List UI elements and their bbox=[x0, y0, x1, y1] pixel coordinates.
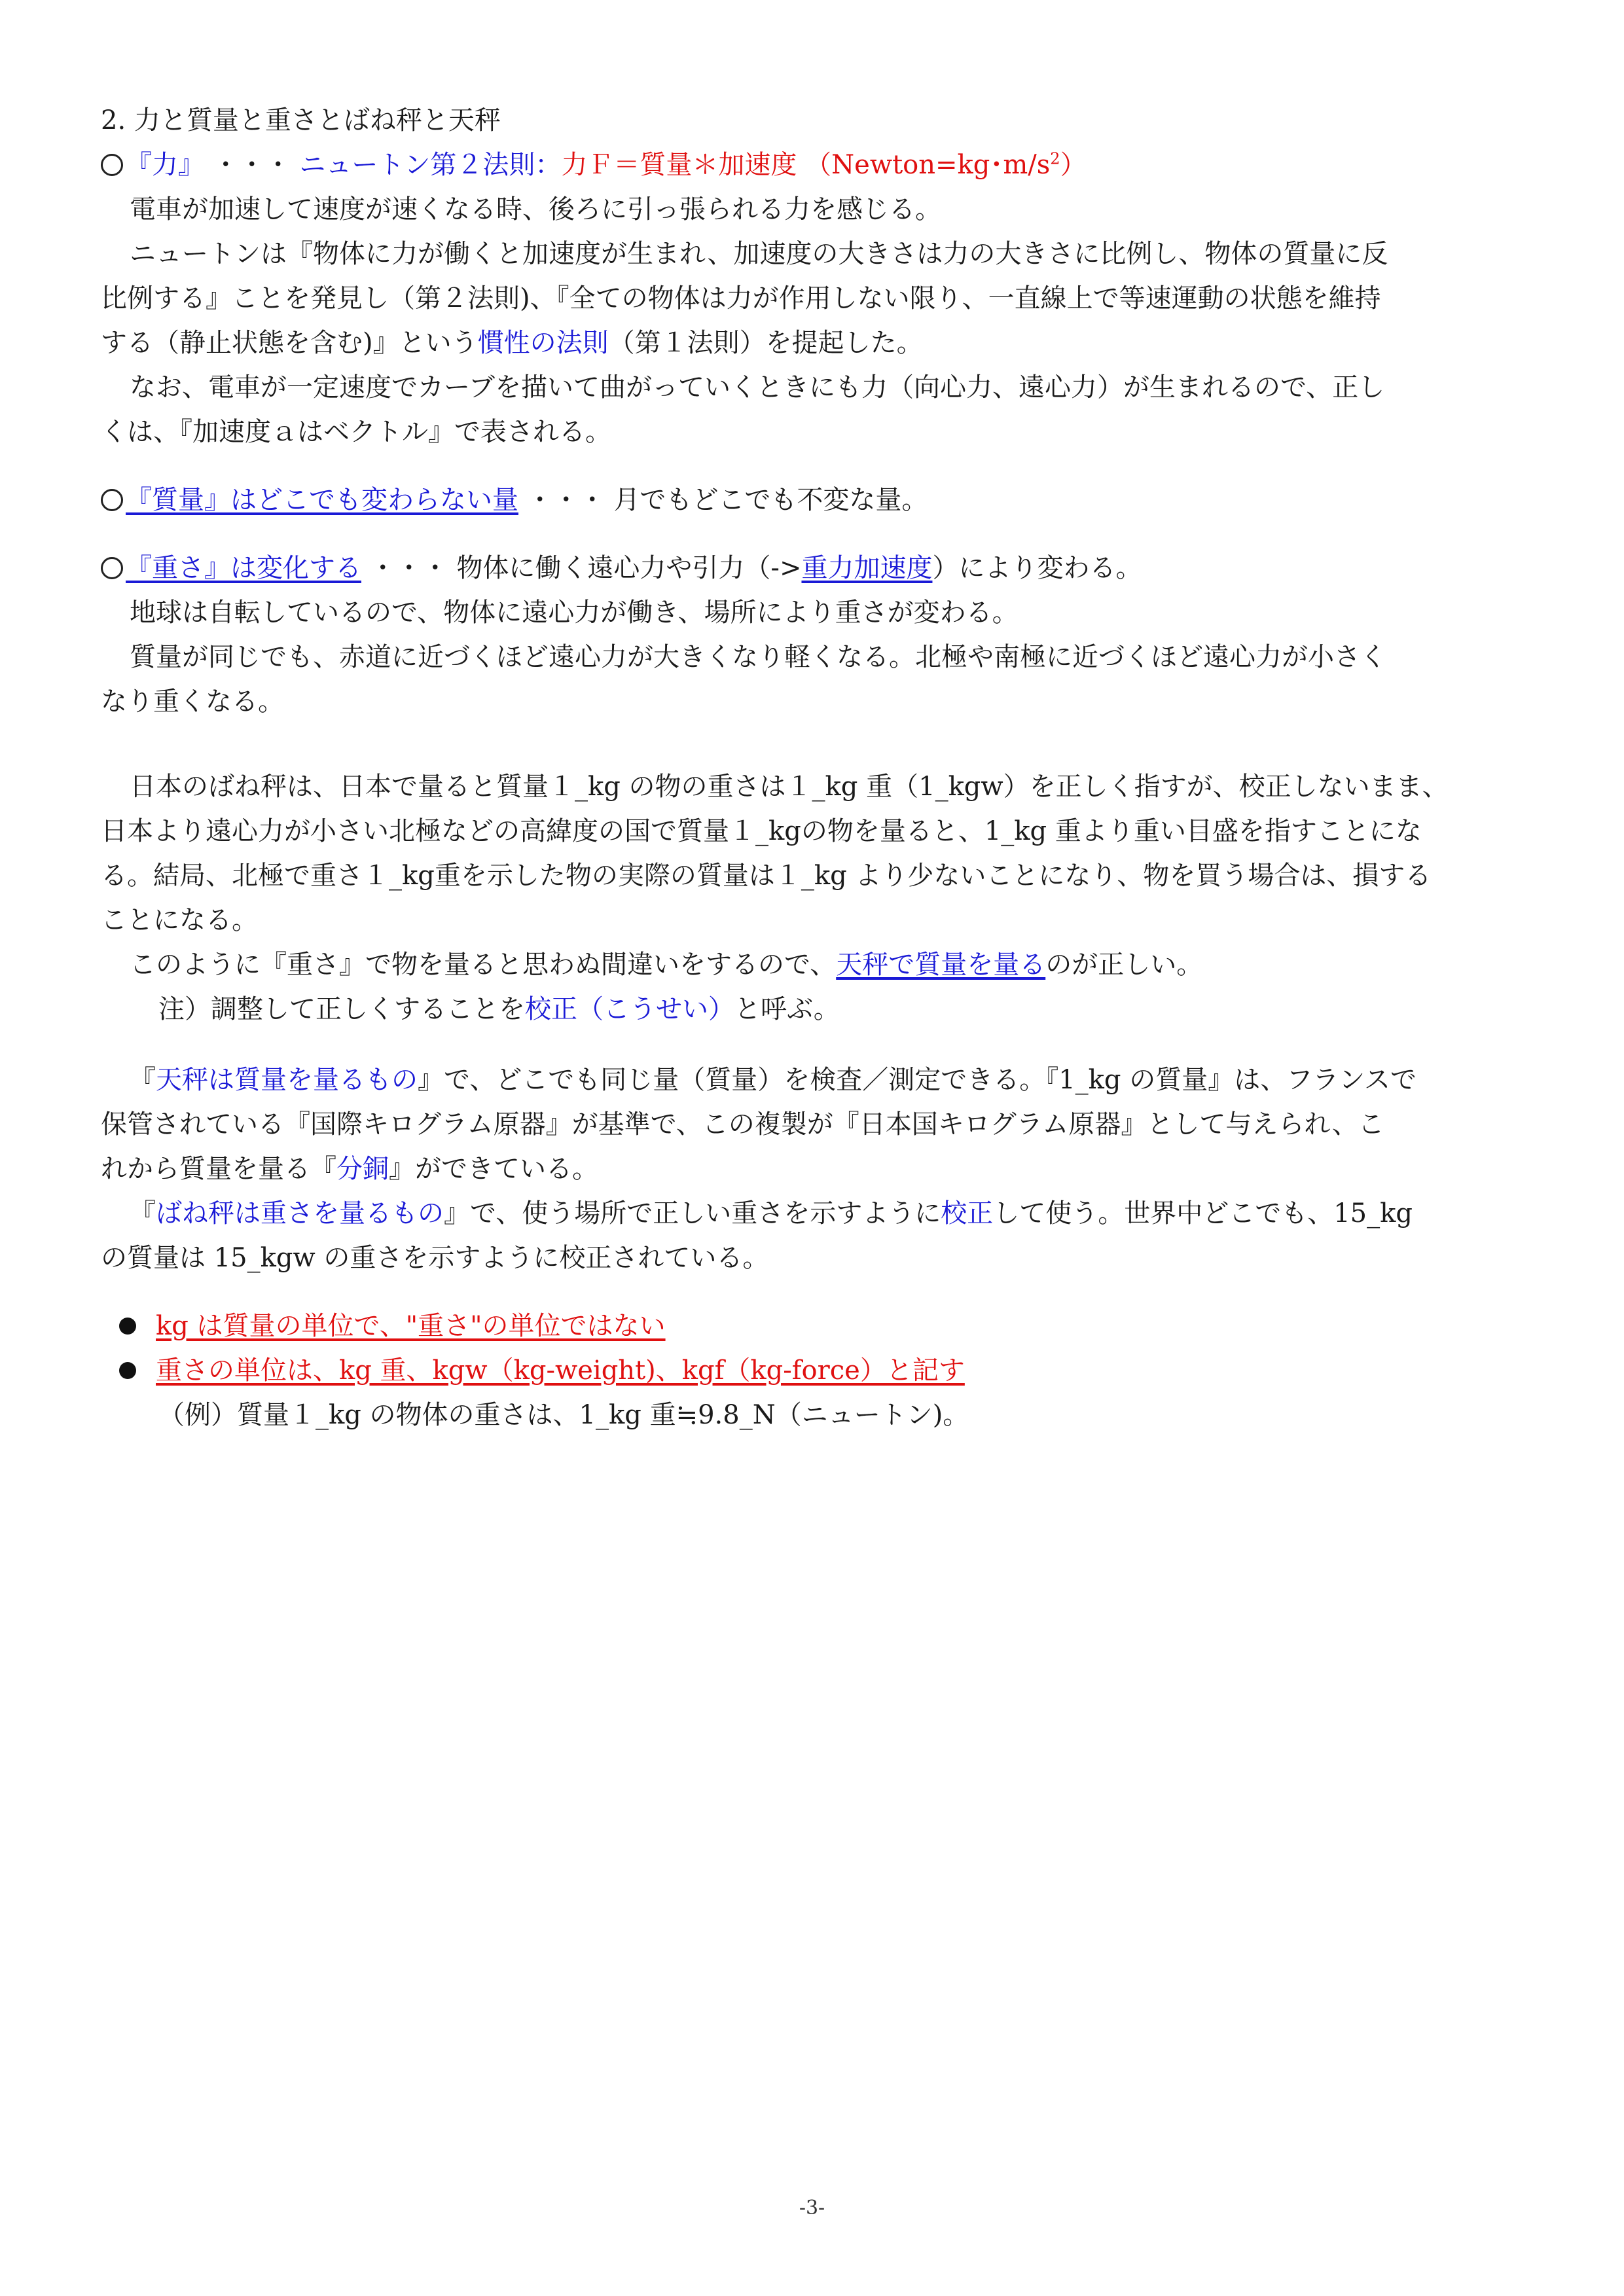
weights-term: 分銅 bbox=[336, 1154, 389, 1184]
document-page bbox=[101, 98, 1528, 1437]
mass-title-line bbox=[101, 478, 1528, 522]
page-number: -3- bbox=[799, 2197, 825, 2219]
circle-bullet-icon bbox=[101, 489, 123, 511]
spring-scale-line-2: 日本より遠心力が小さい北極などの高緯度の国で質量１_kgの物を量ると、1_kg 重より重い目盛を指すことにな bbox=[101, 816, 1422, 846]
force-dots: ・・・ bbox=[212, 150, 291, 180]
calibration-term-2: 校正 bbox=[941, 1198, 994, 1229]
balance-line-2: 保管されている『国際キログラム原器』が基準で、この複製が『日本国キログラム原器』として与えられ、こ bbox=[101, 1109, 1384, 1139]
example-line: （例）質量１_kg の物体の重さは、1_kg 重≒9.8_N（ニュートン)。 bbox=[158, 1400, 969, 1430]
force-paragraph-2-line-2: 比例する』ことを発見し（第２法則)、『全ての物体は力が作用しない限り、一直線上で等速運動の状態を維持 bbox=[101, 283, 1381, 314]
spring-scale-line-1: 日本のばね秤は、日本で量ると質量１_kg の物の重さは１_kg 重（1_kgw）を正しく指すが、校正しないまま、 bbox=[130, 772, 1449, 802]
spring-scale-line-3: る。結局、北極で重さ１_kg重を示した物の実際の質量は１_kg より少ないことになり、物を買う場合は、損する bbox=[101, 861, 1432, 891]
circle-bullet-icon bbox=[101, 154, 123, 176]
force-paragraph-1: 電車が加速して速度が速くなる時、後ろに引っ張られる力を感じる。 bbox=[130, 194, 941, 224]
force-paragraph-2-line-1: ニュートンは『物体に力が働くと加速度が生まれ、加速度の大きさは力の大きさに比例し、物体の質量に反 bbox=[130, 239, 1388, 269]
mass-label: 『質量』はどこでも変わらない量 bbox=[126, 485, 518, 515]
force-unit: （Newton=kg･$m/s^2$） bbox=[805, 149, 1087, 180]
newton-law-label: ニュートン第２法則： bbox=[299, 150, 562, 180]
force-title-line bbox=[101, 143, 1528, 187]
weight-title-line bbox=[101, 546, 1528, 590]
weight-description: 物体に働く遠心力や引力（->重力加速度）により変わる。 bbox=[456, 553, 1142, 583]
bullet-dot-icon bbox=[119, 1362, 136, 1379]
force-paragraph-3-line-1: なお、電車が一定速度でカーブを描いて曲がっていくときにも力（向心力、遠心力）が生まれるので、正し bbox=[130, 372, 1385, 403]
bullet-item-1 bbox=[101, 1304, 1528, 1348]
spring-scale-line-5: このように『重さ』で物を量ると思わぬ間違いをするので、天秤で質量を量るのが正しい。 bbox=[130, 950, 1203, 980]
balance-line-4: 『ばね秤は重さを量るもの』で、使う場所で正しい重さを示すように校正して使う。世界中どこでも、15_kg bbox=[130, 1198, 1413, 1229]
gravity-acceleration-link: 重力加速度 bbox=[801, 553, 933, 583]
bullet-item-2 bbox=[101, 1348, 1528, 1393]
balance-line-3: れから質量を量る『分銅』ができている。 bbox=[101, 1154, 598, 1184]
bullet-text-2: 重さの単位は、kg 重、kgw（kg-weight)、kgf（kg-force）と記す bbox=[156, 1355, 965, 1386]
balance-line-1: 『天秤は質量を量るもの』で、どこでも同じ量（質量）を検査／測定できる。『1_kg の質量』は、フランスで bbox=[130, 1065, 1417, 1095]
bullet-dot-icon bbox=[119, 1318, 136, 1335]
spring-scale-term: ばね秤は重さを量るもの bbox=[156, 1198, 444, 1229]
weight-paragraph-1: 地球は自転しているので、物体に遠心力が働き、場所により重さが変わる。 bbox=[130, 598, 1019, 628]
mass-dots: ・・・ bbox=[526, 485, 605, 515]
balance-line-5: の質量は 15_kgw の重さを示すように校正されている。 bbox=[101, 1243, 769, 1273]
weight-label: 『重さ』は変化する bbox=[126, 553, 361, 583]
balance-term: 天秤は質量を量るもの bbox=[156, 1065, 418, 1095]
inertia-law-link: 慣性の法則 bbox=[477, 328, 609, 358]
bullet-text-1: kg は質量の単位で、"重さ"の単位ではない bbox=[156, 1311, 666, 1341]
weight-paragraph-2-line-1: 質量が同じでも、赤道に近づくほど遠心力が大きくなり軽くなる。北極や南極に近づくほど遠心力が小さく bbox=[130, 642, 1386, 672]
spring-scale-line-4: ことになる。 bbox=[101, 905, 258, 935]
balance-mass-link: 天秤で質量を量る bbox=[836, 950, 1046, 980]
calibration-note: 注）調整して正しくすることを校正（こうせい）と呼ぶ。 bbox=[158, 994, 840, 1024]
force-paragraph-3-line-2: くは、『加速度ａはベクトル』で表される。 bbox=[101, 417, 611, 447]
weight-dots: ・・・ bbox=[369, 553, 448, 583]
force-paragraph-2-line-3: する（静止状態を含む)』という慣性の法則（第１法則）を提起した。 bbox=[101, 328, 923, 358]
force-formula: 力Ｆ＝質量＊加速度 bbox=[561, 150, 797, 180]
calibration-term: 校正（こうせい） bbox=[525, 994, 734, 1024]
weight-paragraph-2-line-2: なり重くなる。 bbox=[101, 687, 284, 717]
mass-description: 月でもどこでも不変な量。 bbox=[613, 485, 928, 515]
section-heading: 2. 力と質量と重さとばね秤と天秤 bbox=[101, 105, 501, 135]
force-label: 『力』 bbox=[126, 150, 204, 180]
circle-bullet-icon bbox=[101, 557, 123, 579]
